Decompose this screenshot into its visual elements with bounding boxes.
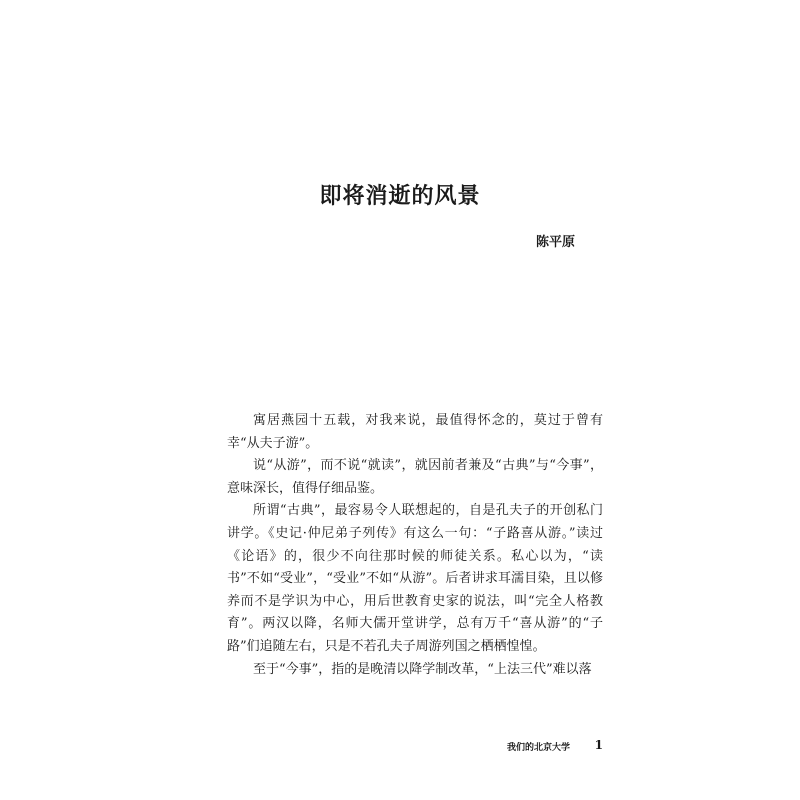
article-body (227, 410, 603, 681)
body-paragraph: 所谓“古典”，最容易令人联想起的，自是孔夫子的开创私门讲学。《史记·仲尼弟子列传》有这么一句：“子路喜从游。”读过《论语》的，很少不向往那时候的师徒关系。私心以为，“读书”不如“受业”，“受业”不如“从游”。后者讲求耳濡目染，且以修养而不是学识为中心，用后世教育史家的说法，叫“完全人格教育”。两汉以降，名师大儒开堂讲学，总有万千“喜从游”的“子路”们追随左右，只是不若孔夫子周游列国之栖栖惶惶。 (227, 503, 603, 654)
author-name: 陈平原 (536, 235, 576, 250)
article-title: 即将消逝的风景 (319, 183, 481, 209)
running-footer-title: 我们的北京大学 (507, 743, 571, 753)
body-paragraph: 寓居燕园十五载，对我来说，最值得怀念的，莫过于曾有幸“从夫子游”。 (227, 413, 603, 451)
body-paragraph: 至于“今事”，指的是晚清以降学制改革，“上法三代”难以落 (253, 661, 592, 677)
page-footer (507, 738, 603, 754)
body-paragraph: 说“从游”，而不说“就读”，就因前者兼及“古典”与“今事”，意味深长，值得仔细品鉴。 (227, 458, 603, 496)
page-number: 1 (594, 738, 603, 752)
